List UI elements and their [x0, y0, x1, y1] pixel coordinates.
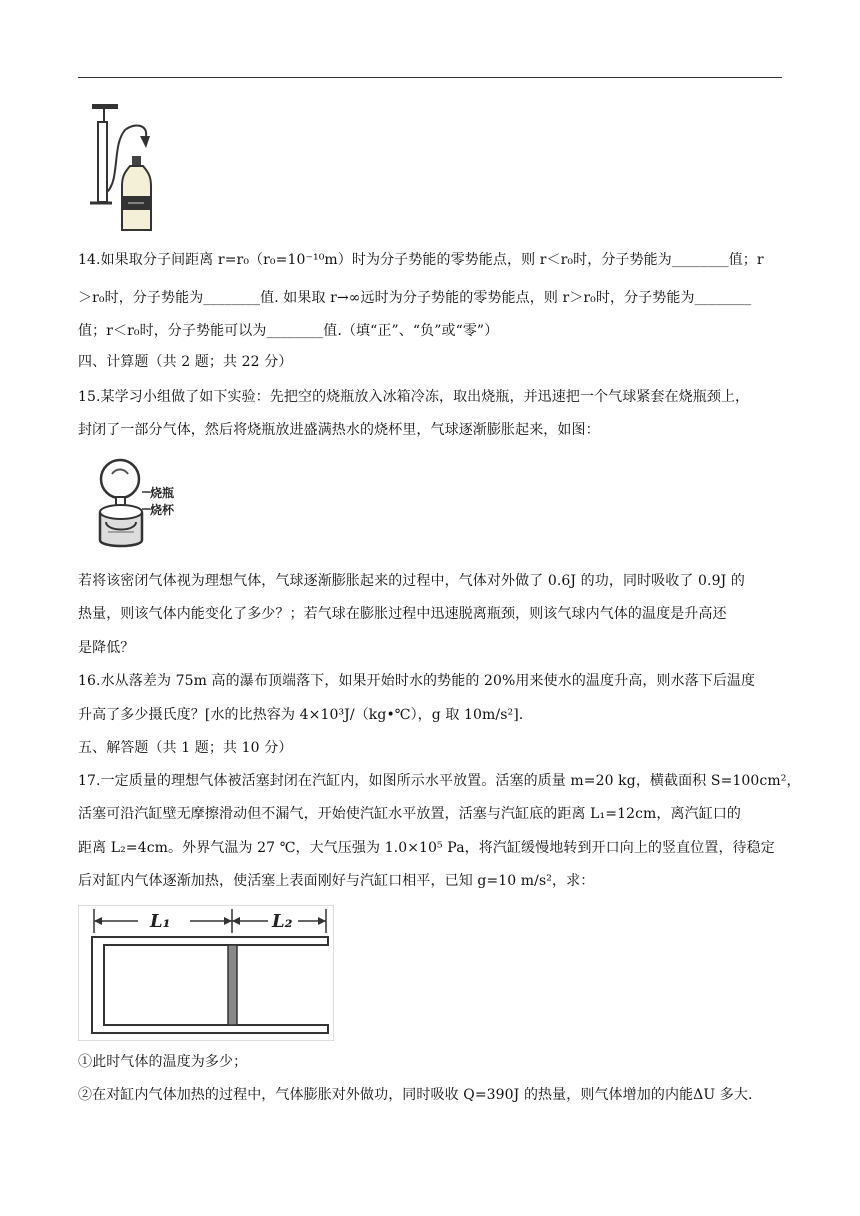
- q14-line-3: 值；r＜r₀时，分子势能可以为________值.（填“正”、“负”或“零”）: [78, 323, 499, 339]
- q17-line-1: 17.一定质量的理想气体被活塞封闭在汽缸内，如图所示水平放置。活塞的质量 m=20 kg，横截面积 S=100cm²，: [78, 773, 801, 789]
- q15-line-3: 若将该密闭气体视为理想气体，气球逐渐膨胀起来的过程中，气体对外做了 0.6J 的功，同时吸收了 0.9J 的: [78, 573, 745, 589]
- pump-bottle-figure: [80, 100, 160, 236]
- section-4-heading: 四、计算题（共 2 题；共 22 分）: [78, 354, 293, 370]
- section-5-heading: 五、解答题（共 1 题；共 10 分）: [78, 740, 293, 756]
- q17-part-a: ①此时气体的温度为多少；: [78, 1054, 248, 1070]
- q16-line-2: 升高了多少摄氏度？[水的比热容为 4×10³J/（kg•℃），g 取 10m/s²].: [78, 707, 524, 723]
- q17-part-b: ②在对缸内气体加热的过程中，气体膨胀对外做功，同时吸收 Q=390J 的热量，则气体增加的内能ΔU 多大.: [78, 1087, 753, 1103]
- q14-line-2: ＞r₀时，分子势能为________值. 如果取 r→∞远时为分子势能的零势能点，则 r＞r₀时，分子势能为________: [78, 290, 752, 306]
- flask-beaker-figure: [88, 452, 184, 552]
- q17-line-3: 距离 L₂=4cm。外界气温为 27 ℃，大气压强为 1.0×10⁵ Pa，将汽缸缓慢地转到开口向上的竖直位置，待稳定: [78, 840, 775, 856]
- cylinder-piston-figure: [78, 905, 334, 1041]
- q16-line-1: 16.水从落差为 75m 高的瀑布顶端落下，如果开始时水的势能的 20%用来使水的温度升高，则水落下后温度: [78, 673, 756, 689]
- header-rule: [78, 77, 782, 78]
- q15-line-4: 热量，则该气体内能变化了多少？；若气球在膨胀过程中迅速脱离瓶颈，则该气球内气体的温度是升高还: [78, 606, 727, 622]
- q17-line-2: 活塞可沿汽缸壁无摩擦滑动但不漏气，开始使汽缸水平放置，活塞与汽缸底的距离 L₁=12cm，离汽缸口的: [78, 806, 742, 822]
- q15-line-1: 15.某学习小组做了如下实验：先把空的烧瓶放入冰箱冷冻，取出烧瓶，并迅速把一个气球紧套在烧瓶颈上，: [78, 389, 750, 405]
- l1-label: L₁: [150, 911, 171, 932]
- l2-label: L₂: [272, 911, 293, 932]
- flask-label: 烧瓶: [150, 486, 175, 500]
- q15-line-5: 是降低？: [78, 640, 135, 656]
- q15-line-2: 封闭了一部分气体，然后将烧瓶放进盛满热水的烧杯里，气球逐渐膨胀起来，如图：: [78, 422, 600, 438]
- q14-line-1: 14.如果取分子间距离 r=r₀（r₀=10⁻¹⁰m）时为分子势能的零势能点，则 r＜r₀时，分子势能为________值；r: [78, 252, 764, 268]
- beaker-label: 烧杯: [150, 503, 175, 517]
- q17-line-4: 后对缸内气体逐渐加热，使活塞上表面刚好与汽缸口相平，已知 g=10 m/s²，求：: [78, 873, 595, 889]
